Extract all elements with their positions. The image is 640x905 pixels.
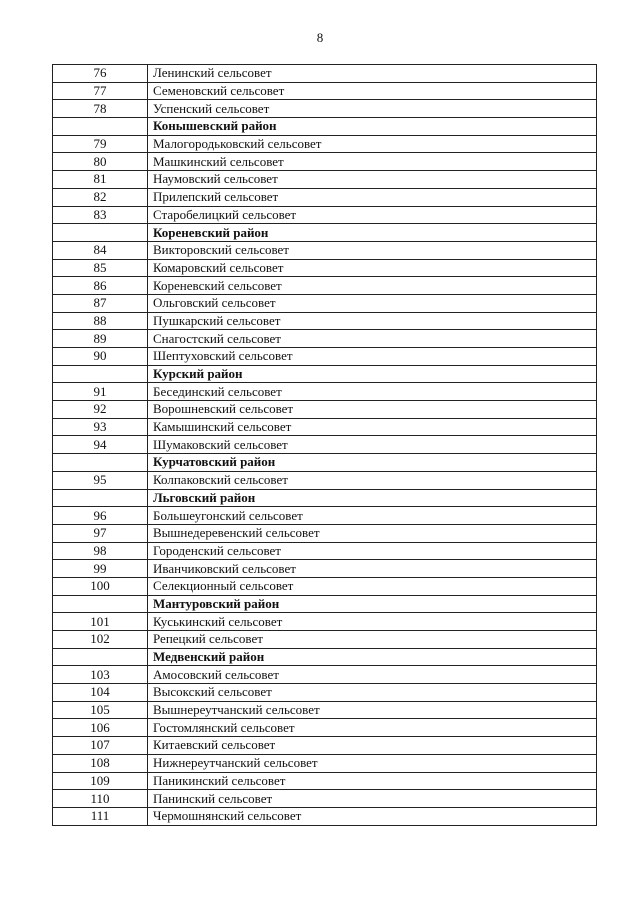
settlements-table	[52, 64, 597, 826]
row-number: 103	[53, 666, 148, 684]
row-number: 92	[53, 401, 148, 419]
table-row	[53, 737, 597, 755]
settlement-name: Куськинский сельсовет	[148, 613, 597, 631]
row-number: 86	[53, 277, 148, 295]
row-number: 111	[53, 807, 148, 825]
settlement-name: Колпаковский сельсовет	[148, 471, 597, 489]
settlement-name: Успенский сельсовет	[148, 100, 597, 118]
row-number: 84	[53, 241, 148, 259]
settlement-name: Панинский сельсовет	[148, 790, 597, 808]
district-row	[53, 595, 597, 613]
table-row	[53, 100, 597, 118]
table-row	[53, 82, 597, 100]
row-number: 99	[53, 560, 148, 578]
row-number	[53, 224, 148, 242]
row-number	[53, 489, 148, 507]
table-body	[53, 65, 597, 826]
settlement-name: Снагостский сельсовет	[148, 330, 597, 348]
district-row	[53, 365, 597, 383]
row-number: 105	[53, 701, 148, 719]
row-number: 90	[53, 348, 148, 366]
table-row	[53, 507, 597, 525]
settlement-name: Камышинский сельсовет	[148, 418, 597, 436]
table-row	[53, 631, 597, 649]
district-name: Льговский район	[148, 489, 597, 507]
table-row	[53, 330, 597, 348]
settlement-name: Чермошнянский сельсовет	[148, 807, 597, 825]
district-name: Курчатовский район	[148, 454, 597, 472]
row-number: 77	[53, 82, 148, 100]
table-row	[53, 277, 597, 295]
table-row	[53, 577, 597, 595]
table-row	[53, 206, 597, 224]
district-name: Медвенский район	[148, 648, 597, 666]
table-row	[53, 772, 597, 790]
row-number: 100	[53, 577, 148, 595]
district-name: Конышевский район	[148, 118, 597, 136]
row-number: 93	[53, 418, 148, 436]
table-row	[53, 294, 597, 312]
row-number: 107	[53, 737, 148, 755]
row-number: 110	[53, 790, 148, 808]
settlement-name: Вышнереутчанский сельсовет	[148, 701, 597, 719]
row-number: 76	[53, 65, 148, 83]
row-number: 88	[53, 312, 148, 330]
settlement-name: Вышнедеревенский сельсовет	[148, 524, 597, 542]
district-row	[53, 489, 597, 507]
row-number	[53, 595, 148, 613]
row-number: 83	[53, 206, 148, 224]
row-number: 82	[53, 188, 148, 206]
settlement-name: Ольговский сельсовет	[148, 294, 597, 312]
table-row	[53, 684, 597, 702]
table-row	[53, 790, 597, 808]
settlement-name: Нижнереутчанский сельсовет	[148, 754, 597, 772]
settlement-name: Гостомлянский сельсовет	[148, 719, 597, 737]
row-number: 79	[53, 135, 148, 153]
row-number: 78	[53, 100, 148, 118]
table-row	[53, 418, 597, 436]
settlement-name: Амосовский сельсовет	[148, 666, 597, 684]
table-row	[53, 135, 597, 153]
row-number: 81	[53, 171, 148, 189]
table-row	[53, 153, 597, 171]
table-row	[53, 754, 597, 772]
district-name: Курский район	[148, 365, 597, 383]
settlement-name: Шумаковский сельсовет	[148, 436, 597, 454]
table-row	[53, 401, 597, 419]
row-number	[53, 454, 148, 472]
district-row	[53, 224, 597, 242]
settlement-name: Викторовский сельсовет	[148, 241, 597, 259]
table-row	[53, 259, 597, 277]
settlement-name: Иванчиковский сельсовет	[148, 560, 597, 578]
row-number: 89	[53, 330, 148, 348]
table-row	[53, 701, 597, 719]
row-number: 108	[53, 754, 148, 772]
settlement-name: Бесединский сельсовет	[148, 383, 597, 401]
row-number	[53, 365, 148, 383]
table-row	[53, 188, 597, 206]
settlement-name: Ворошневский сельсовет	[148, 401, 597, 419]
row-number: 95	[53, 471, 148, 489]
row-number: 104	[53, 684, 148, 702]
table-row	[53, 65, 597, 83]
row-number: 101	[53, 613, 148, 631]
row-number: 80	[53, 153, 148, 171]
table-row	[53, 524, 597, 542]
settlement-name: Наумовский сельсовет	[148, 171, 597, 189]
row-number: 96	[53, 507, 148, 525]
settlement-name: Китаевский сельсовет	[148, 737, 597, 755]
settlement-name: Малогородьковский сельсовет	[148, 135, 597, 153]
table-row	[53, 312, 597, 330]
settlement-name: Кореневский сельсовет	[148, 277, 597, 295]
row-number: 109	[53, 772, 148, 790]
table-row	[53, 471, 597, 489]
row-number: 87	[53, 294, 148, 312]
settlement-name: Высокский сельсовет	[148, 684, 597, 702]
district-name: Кореневский район	[148, 224, 597, 242]
settlement-name: Паникинский сельсовет	[148, 772, 597, 790]
settlement-name: Селекционный сельсовет	[148, 577, 597, 595]
settlement-name: Старобелицкий сельсовет	[148, 206, 597, 224]
settlement-name: Машкинский сельсовет	[148, 153, 597, 171]
row-number: 98	[53, 542, 148, 560]
row-number: 91	[53, 383, 148, 401]
district-row	[53, 648, 597, 666]
row-number	[53, 648, 148, 666]
table-row	[53, 719, 597, 737]
district-name: Мантуровский район	[148, 595, 597, 613]
table-row	[53, 542, 597, 560]
table-row	[53, 383, 597, 401]
settlement-name: Репецкий сельсовет	[148, 631, 597, 649]
table-row	[53, 436, 597, 454]
settlement-name: Большеугонский сельсовет	[148, 507, 597, 525]
table-row	[53, 241, 597, 259]
settlement-name: Пушкарский сельсовет	[148, 312, 597, 330]
row-number: 94	[53, 436, 148, 454]
table-row	[53, 666, 597, 684]
table-row	[53, 560, 597, 578]
row-number	[53, 118, 148, 136]
settlement-name: Шептуховский сельсовет	[148, 348, 597, 366]
table-row	[53, 613, 597, 631]
row-number: 85	[53, 259, 148, 277]
row-number: 102	[53, 631, 148, 649]
district-row	[53, 118, 597, 136]
row-number: 106	[53, 719, 148, 737]
settlement-name: Городенский сельсовет	[148, 542, 597, 560]
table-row	[53, 171, 597, 189]
settlement-name: Ленинский сельсовет	[148, 65, 597, 83]
row-number: 97	[53, 524, 148, 542]
table-row	[53, 807, 597, 825]
district-row	[53, 454, 597, 472]
settlement-name: Семеновский сельсовет	[148, 82, 597, 100]
settlement-name: Прилепский сельсовет	[148, 188, 597, 206]
page-number: 8	[316, 30, 324, 45]
table-row	[53, 348, 597, 366]
settlement-name: Комаровский сельсовет	[148, 259, 597, 277]
